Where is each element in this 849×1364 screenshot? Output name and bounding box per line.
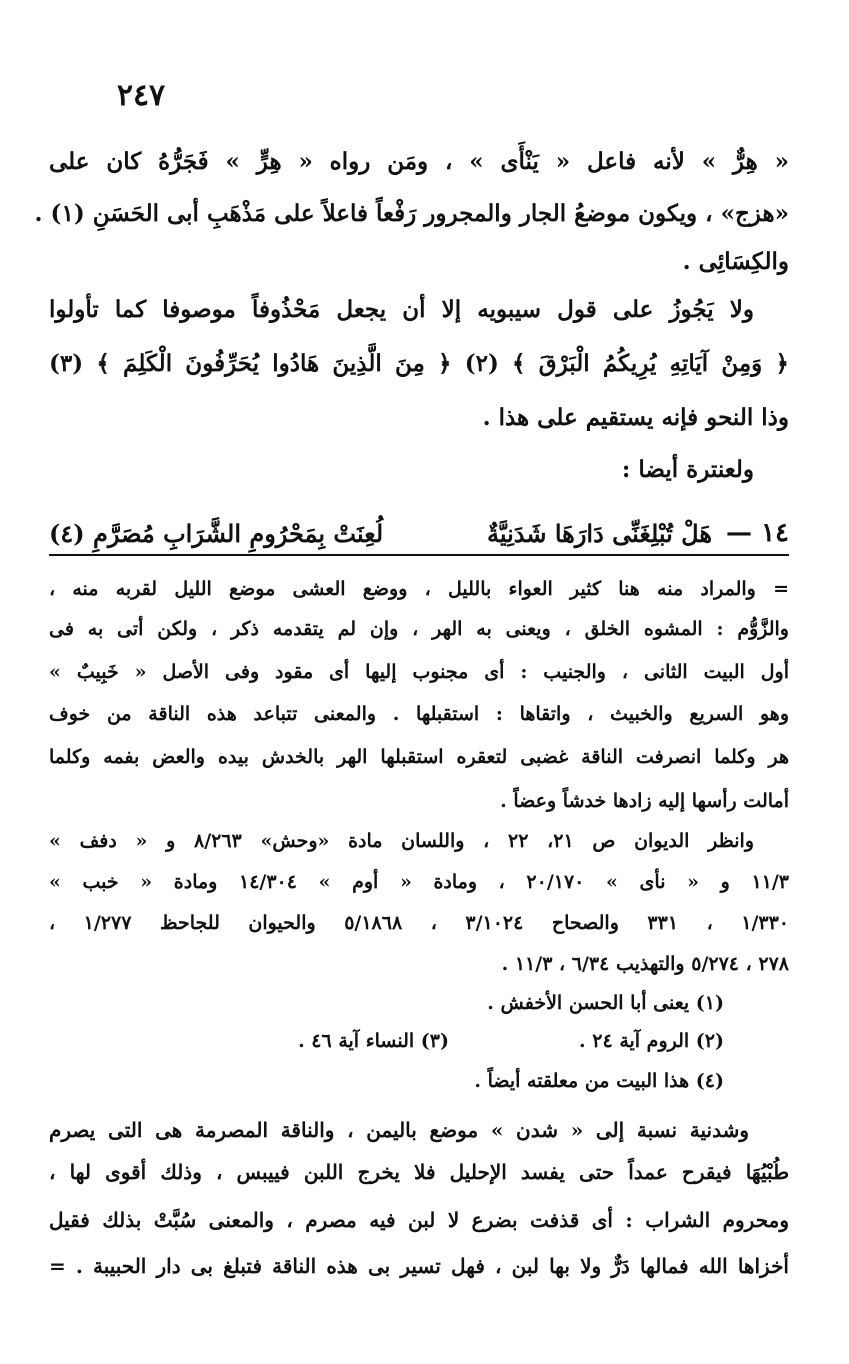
bottom-commentary-line-3: ومحروم الشراب : أى قذفت بضرع لا لبن فيه مصرم ، والمعنى سُبَّتْ بذلك فقيل: [49, 1208, 789, 1232]
footnote-3: (٣) النساء آية ٤٦ .: [298, 1030, 449, 1052]
verse-first-hemistich: هَلْ تُبْلِغَنِّى دَارَهَا شَدَنِيَّةٌ: [487, 518, 712, 548]
commentary-line-3: أول البيت الثانى ، والجنيب : أى مجنوب إليها أى مقود وفى الأصل « خَبِيبٌ »: [49, 661, 789, 683]
commentary-line-9: ١/٣٣٠ ، ٣٣١ والصحاح ٣/١٠٢٤ ، ٥/١٨٦٨ والحيوان للجاحظ ١/٢٧٧ ،: [49, 912, 789, 934]
main-text-line-4: ولا يَجُوزُ على قول سيبويه إلا أن يجعل مَحْذُوفاً موصوفا كما تأولوا: [49, 296, 754, 323]
bottom-commentary-line-4: أخزاها الله فمالها دَرٌّ ولا بها لبن ، فهل تسير بى هذه الناقة فتبلغ بى دار الحبيبة . =: [49, 1254, 789, 1278]
commentary-line-5: هر وكلما انصرفت الناقة غضبى لتعقره استقبلها الهر بالخدش بيده والعض بفمه وكلما: [49, 746, 789, 768]
quran-quote-line: ﴿ وَمِنْ آيَاتِهِ يُرِيكُمُ الْبَرْقَ ﴾ (٢) ﴿ مِنَ الَّذِينَ هَادُوا يُحَرِّفُونَ الْكَلِمَ ﴾ (٣): [49, 350, 789, 377]
poem-verse: [49, 512, 789, 556]
bottom-commentary-line-1: وشدنية نسبة إلى « شدن » موضع باليمن ، والناقة المصرمة هى التى يصرم: [49, 1118, 749, 1142]
commentary-line-4: وهو السريع والخبيث ، واتقاها : استقبلها . والمعنى تتباعد هذه الناقة من خوف: [49, 703, 789, 725]
verse-second-hemistich: لُعِنَتْ بِمَحْرُومِ الشَّرَابِ مُصَرَّمِ (٤): [49, 518, 384, 548]
page-number: ٢٤٧: [116, 78, 166, 113]
commentary-line-2: والزَّوُّم : المشوه الخلق ، ويعنى به الهر ، وإن لم يتقدمه ذكر ، ولكن أتى به فى: [49, 618, 789, 640]
verse-number: ١٤ —: [726, 518, 789, 548]
footnote-4: (٤) هذا البيت من معلقته أيضاً .: [474, 1070, 724, 1092]
commentary-line-7: وانظر الديوان ص ٢١، ٢٢ ، واللسان مادة «وحش» ٨/٢٦٣ و « دفف »: [49, 830, 754, 852]
commentary-line-8: ١١/٣ و « نأى » ٢٠/١٧٠ ، ومادة « أوم » ١٤/٣٠٤ ومادة « خبب »: [49, 871, 789, 893]
main-text-line-1: « هِرٌّ » لأنه فاعل « يَنْأَى » ، ومَن رواه « هِرٍّ » فَجَرُّهُ كان على: [49, 148, 789, 175]
footnote-1: (١) يعنى أبا الحسن الأخفش .: [487, 992, 724, 1014]
bottom-commentary-line-2: طُبْيُهَا فيقرح عمداً حتى يفسد الإحليل فلا يخرج اللبن فييبس ، وذلك أقوى لها ،: [49, 1160, 789, 1184]
commentary-line-1: = والمراد منه هنا كثير العواء بالليل ، ووضع العشى موضع الليل لقربه منه ،: [49, 578, 789, 600]
main-text-line-2: «هزج» ، ويكون موضعُ الجار والمجرور رَفْعاً فاعلاً على مَذْهَبِ أبى الحَسَنِ (١) .: [34, 200, 789, 227]
footnote-2: (٢) الروم آية ٢٤ .: [579, 1030, 724, 1052]
main-text-line-7: ولعنترة أيضا :: [621, 456, 754, 483]
main-text-line-6: وذا النحو فإنه يستقيم على هذا .: [482, 404, 789, 431]
main-text-line-3: والكِسَائِى .: [682, 248, 789, 275]
commentary-line-6: أمالت رأسها إليه زادها خدشاً وعضاً .: [500, 790, 789, 812]
commentary-line-10: ٢٧٨ ، ٥/٢٧٤ والتهذيب ٦/٣٤ ، ١١/٣ .: [501, 953, 789, 975]
